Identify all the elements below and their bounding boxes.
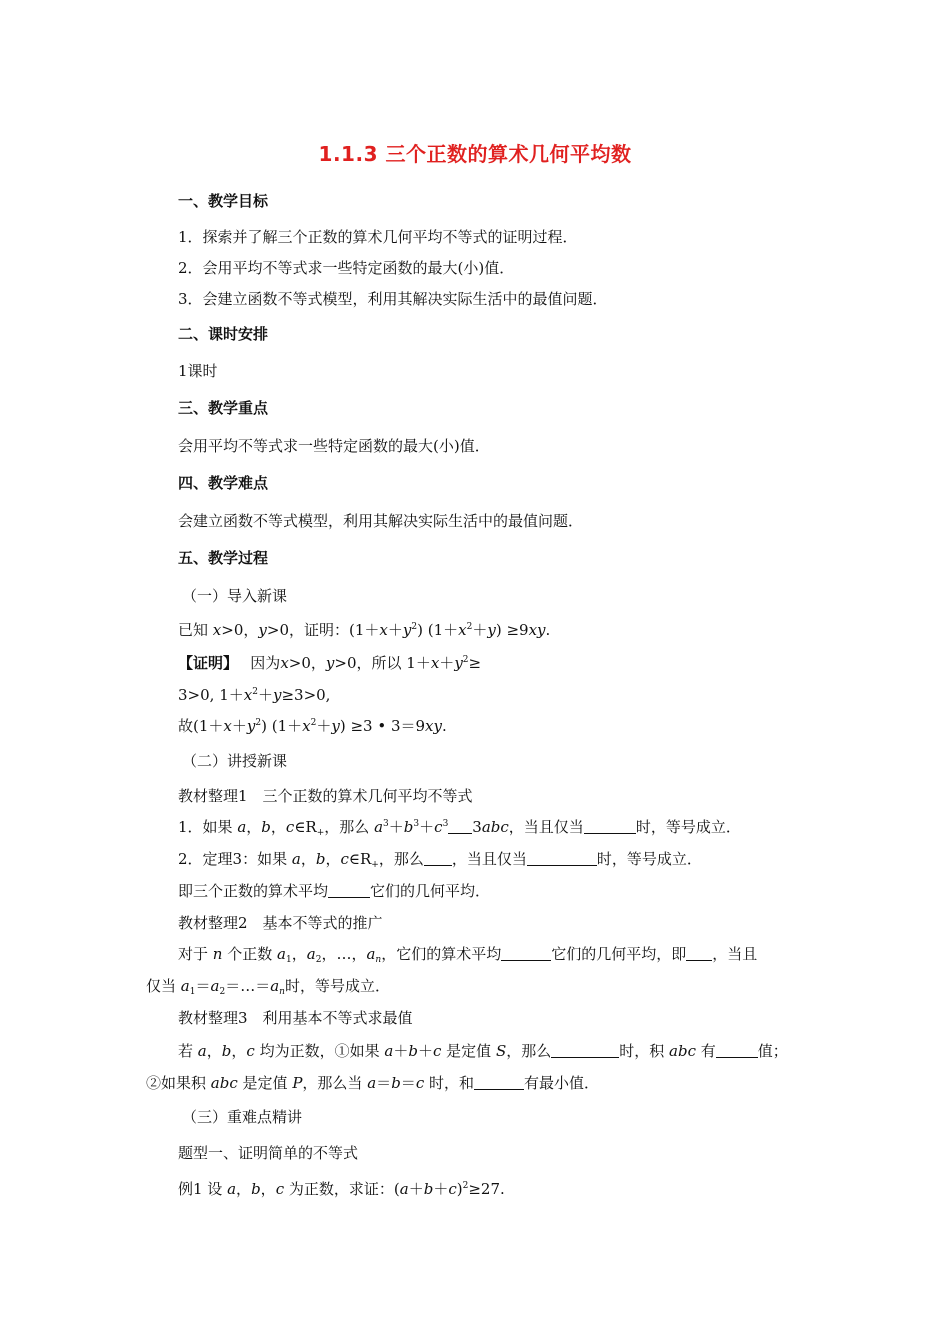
fill-blank — [424, 851, 452, 866]
textbook-org-2: 教材整理2 基本不等式的推广 — [178, 914, 383, 932]
objective-item: 1．探索并了解三个正数的算术几何平均不等式的证明过程． — [178, 228, 578, 246]
fill-blank — [501, 946, 551, 961]
org1-note: 即三个正数的算术平均 它们的几何平均． — [178, 882, 491, 900]
section-heading-process: 五、教学过程 — [178, 549, 269, 567]
example-1: 例1 设 a，b，c 为正数，求证：$(a+b+c)^2\ge 27$. — [178, 1180, 505, 1198]
subsection-intro: （一）导入新课 — [182, 587, 288, 605]
fill-blank — [448, 819, 472, 834]
section-heading-difficulties: 四、教学难点 — [178, 474, 269, 492]
fill-blank — [474, 1075, 524, 1090]
section-heading-objectives: 一、教学目标 — [178, 192, 269, 210]
key-points-text: 会用平均不等式求一些特定函数的最大(小)值． — [178, 437, 490, 455]
textbook-org-1: 教材整理1 三个正数的算术几何平均不等式 — [178, 787, 473, 805]
fill-blank — [584, 819, 636, 834]
fill-blank — [527, 851, 597, 866]
fill-blank — [716, 1043, 758, 1058]
org3-line-2: ②如果积 abc 是定值 P，那么当 a＝b＝c 时，和 有最小值． — [146, 1074, 600, 1092]
proof-line-2: 3>0, $1+x^2+y\ge 3>0$, — [178, 686, 331, 704]
document-title: 1.1.3 三个正数的算术几何平均数 — [318, 142, 632, 166]
fill-blank — [686, 946, 712, 961]
org1-item-1: 1．如果 a，b，$c\in R_+$，那么 $a^3+b^3+c^3$ 3abc，当且仅当 时，等号成立． — [178, 818, 741, 838]
objective-item: 2．会用平均不等式求一些特定函数的最大(小)值． — [178, 259, 515, 277]
section-heading-key-points: 三、教学重点 — [178, 399, 269, 417]
fill-blank — [328, 883, 370, 898]
org2-line-2: 仅当 $a_1=a_2=\dots=a_n$时，等号成立． — [146, 977, 390, 997]
known-condition: 已知 x>0，y>0，证明：$(1+x+y^2)$ $(1+x^2+y) \ge 9xy$. — [178, 621, 551, 639]
subsection-key-difficult: （三）重难点精讲 — [182, 1108, 303, 1126]
section-heading-schedule: 二、课时安排 — [178, 325, 269, 343]
subsection-teaching: （二）讲授新课 — [182, 752, 288, 770]
problem-type-1: 题型一、证明简单的不等式 — [178, 1144, 359, 1162]
difficulties-text: 会建立函数不等式模型，利用其解决实际生活中的最值问题． — [178, 512, 584, 530]
org2-line-1: 对于 n 个正数 $a_1$，$a_2$，…，$a_n$，它们的算术平均 它们的几何平均，即 ，当且 — [178, 945, 758, 965]
fill-blank — [551, 1043, 619, 1058]
org3-line-1: 若 a，b，c 均为正数，①如果 a＋b＋c 是定值 S，那么 时，积 abc 有 值； — [178, 1042, 788, 1060]
proof-line-3: 故$(1+x+y^2)$ $(1+x^2+y) \ge 3$ • 3＝9xy. — [178, 717, 447, 735]
objective-item: 3．会建立函数不等式模型，利用其解决实际生活中的最值问题． — [178, 290, 608, 308]
textbook-org-3: 教材整理3 利用基本不等式求最值 — [178, 1009, 413, 1027]
org1-item-2: 2．定理3：如果 a，b，$c\in R_+$，那么 ，当且仅当 时，等号成立． — [178, 850, 702, 870]
proof-line-1: 【证明】 因为x>0，y>0，所以 $1+x+y^2\ge$ — [178, 654, 482, 672]
schedule-text: 1课时 — [178, 362, 218, 380]
